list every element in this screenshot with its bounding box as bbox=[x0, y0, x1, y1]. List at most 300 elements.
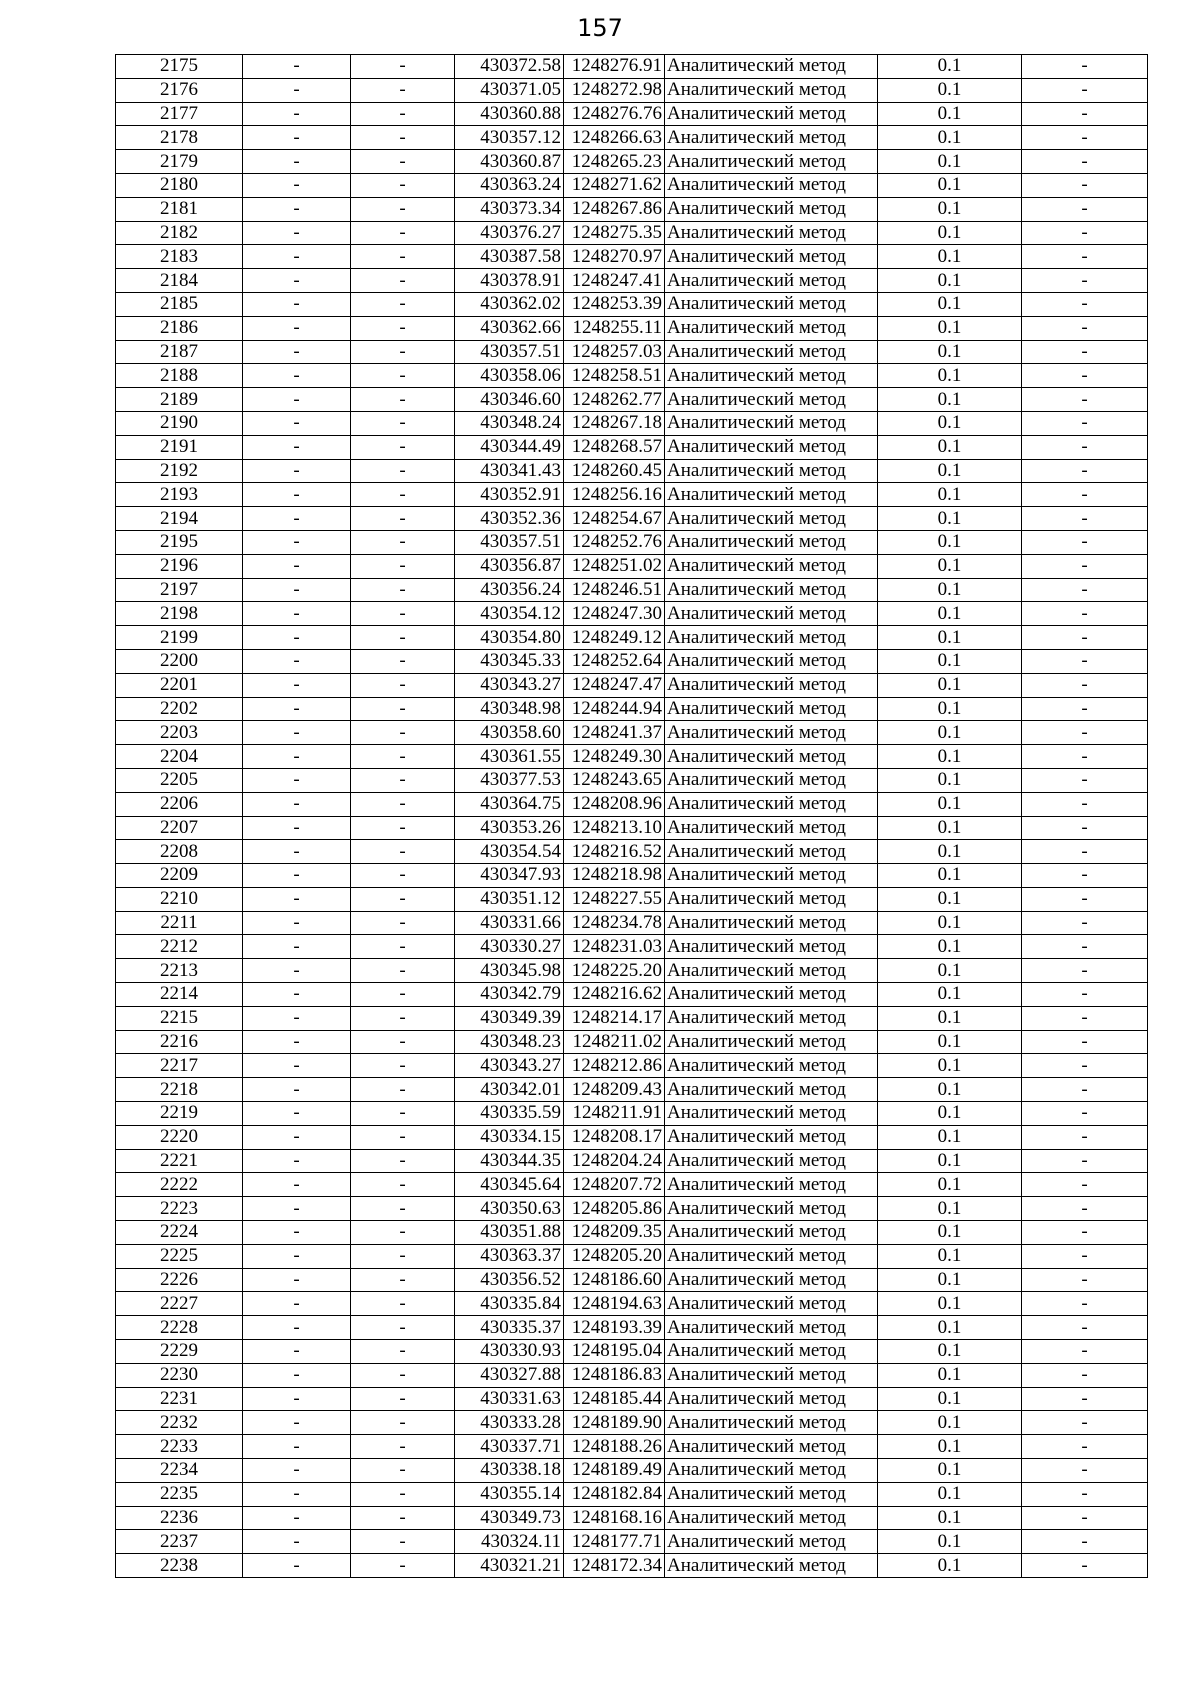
empty-value-cell: - bbox=[1022, 721, 1148, 745]
empty-value-cell: - bbox=[243, 1316, 351, 1340]
empty-value-cell: - bbox=[243, 1411, 351, 1435]
empty-value-cell: - bbox=[351, 1316, 455, 1340]
x-coordinate-cell: 430353.26 bbox=[455, 816, 564, 840]
empty-value-cell: - bbox=[351, 102, 455, 126]
point-number-cell: 2231 bbox=[116, 1387, 243, 1411]
point-number-cell: 2203 bbox=[116, 721, 243, 745]
y-coordinate-cell: 1248249.12 bbox=[564, 626, 665, 650]
point-number-cell: 2223 bbox=[116, 1197, 243, 1221]
accuracy-cell: 0.1 bbox=[878, 983, 1022, 1007]
empty-value-cell: - bbox=[243, 816, 351, 840]
accuracy-cell: 0.1 bbox=[878, 1078, 1022, 1102]
method-cell: Аналитический метод bbox=[665, 1268, 878, 1292]
table-row bbox=[116, 554, 1148, 578]
point-number-cell: 2188 bbox=[116, 364, 243, 388]
x-coordinate-cell: 430355.14 bbox=[455, 1482, 564, 1506]
method-cell: Аналитический метод bbox=[665, 864, 878, 888]
accuracy-cell: 0.1 bbox=[878, 745, 1022, 769]
page-number: 157 bbox=[577, 14, 623, 42]
empty-value-cell: - bbox=[351, 78, 455, 102]
empty-value-cell: - bbox=[243, 126, 351, 150]
table-row bbox=[116, 1054, 1148, 1078]
empty-value-cell: - bbox=[1022, 1506, 1148, 1530]
empty-value-cell: - bbox=[351, 959, 455, 983]
method-cell: Аналитический метод bbox=[665, 507, 878, 531]
y-coordinate-cell: 1248182.84 bbox=[564, 1482, 665, 1506]
table-row bbox=[116, 1411, 1148, 1435]
empty-value-cell: - bbox=[1022, 292, 1148, 316]
point-number-cell: 2197 bbox=[116, 578, 243, 602]
empty-value-cell: - bbox=[243, 1363, 351, 1387]
accuracy-cell: 0.1 bbox=[878, 602, 1022, 626]
y-coordinate-cell: 1248272.98 bbox=[564, 78, 665, 102]
empty-value-cell: - bbox=[1022, 840, 1148, 864]
empty-value-cell: - bbox=[351, 721, 455, 745]
x-coordinate-cell: 430324.11 bbox=[455, 1530, 564, 1554]
table-row bbox=[116, 102, 1148, 126]
empty-value-cell: - bbox=[243, 245, 351, 269]
empty-value-cell: - bbox=[243, 840, 351, 864]
table-row bbox=[116, 1030, 1148, 1054]
y-coordinate-cell: 1248189.90 bbox=[564, 1411, 665, 1435]
table-row bbox=[116, 1006, 1148, 1030]
x-coordinate-cell: 430349.73 bbox=[455, 1506, 564, 1530]
empty-value-cell: - bbox=[1022, 1459, 1148, 1483]
empty-value-cell: - bbox=[351, 1387, 455, 1411]
empty-value-cell: - bbox=[243, 1244, 351, 1268]
accuracy-cell: 0.1 bbox=[878, 1411, 1022, 1435]
point-number-cell: 2219 bbox=[116, 1102, 243, 1126]
empty-value-cell: - bbox=[1022, 316, 1148, 340]
empty-value-cell: - bbox=[1022, 197, 1148, 221]
method-cell: Аналитический метод bbox=[665, 602, 878, 626]
y-coordinate-cell: 1248262.77 bbox=[564, 388, 665, 412]
y-coordinate-cell: 1248207.72 bbox=[564, 1173, 665, 1197]
accuracy-cell: 0.1 bbox=[878, 1125, 1022, 1149]
empty-value-cell: - bbox=[351, 435, 455, 459]
empty-value-cell: - bbox=[1022, 1530, 1148, 1554]
point-number-cell: 2181 bbox=[116, 197, 243, 221]
point-number-cell: 2187 bbox=[116, 340, 243, 364]
table-row bbox=[116, 1482, 1148, 1506]
table-row bbox=[116, 816, 1148, 840]
y-coordinate-cell: 1248246.51 bbox=[564, 578, 665, 602]
accuracy-cell: 0.1 bbox=[878, 173, 1022, 197]
x-coordinate-cell: 430349.39 bbox=[455, 1006, 564, 1030]
empty-value-cell: - bbox=[1022, 507, 1148, 531]
x-coordinate-cell: 430330.93 bbox=[455, 1340, 564, 1364]
empty-value-cell: - bbox=[351, 745, 455, 769]
table-row bbox=[116, 887, 1148, 911]
empty-value-cell: - bbox=[351, 840, 455, 864]
accuracy-cell: 0.1 bbox=[878, 959, 1022, 983]
empty-value-cell: - bbox=[243, 1482, 351, 1506]
empty-value-cell: - bbox=[1022, 102, 1148, 126]
empty-value-cell: - bbox=[243, 1221, 351, 1245]
x-coordinate-cell: 430351.88 bbox=[455, 1221, 564, 1245]
method-cell: Аналитический метод bbox=[665, 1197, 878, 1221]
empty-value-cell: - bbox=[243, 388, 351, 412]
accuracy-cell: 0.1 bbox=[878, 126, 1022, 150]
y-coordinate-cell: 1248195.04 bbox=[564, 1340, 665, 1364]
empty-value-cell: - bbox=[351, 1244, 455, 1268]
y-coordinate-cell: 1248251.02 bbox=[564, 554, 665, 578]
empty-value-cell: - bbox=[351, 1054, 455, 1078]
empty-value-cell: - bbox=[243, 578, 351, 602]
point-number-cell: 2195 bbox=[116, 530, 243, 554]
empty-value-cell: - bbox=[243, 1459, 351, 1483]
empty-value-cell: - bbox=[1022, 1030, 1148, 1054]
method-cell: Аналитический метод bbox=[665, 173, 878, 197]
point-number-cell: 2204 bbox=[116, 745, 243, 769]
empty-value-cell: - bbox=[1022, 959, 1148, 983]
empty-value-cell: - bbox=[351, 887, 455, 911]
empty-value-cell: - bbox=[1022, 245, 1148, 269]
table-row bbox=[116, 1554, 1148, 1578]
method-cell: Аналитический метод bbox=[665, 364, 878, 388]
empty-value-cell: - bbox=[243, 1340, 351, 1364]
method-cell: Аналитический метод bbox=[665, 721, 878, 745]
empty-value-cell: - bbox=[351, 1268, 455, 1292]
empty-value-cell: - bbox=[243, 792, 351, 816]
x-coordinate-cell: 430344.35 bbox=[455, 1149, 564, 1173]
y-coordinate-cell: 1248204.24 bbox=[564, 1149, 665, 1173]
y-coordinate-cell: 1248172.34 bbox=[564, 1554, 665, 1578]
point-number-cell: 2236 bbox=[116, 1506, 243, 1530]
point-number-cell: 2179 bbox=[116, 150, 243, 174]
x-coordinate-cell: 430350.63 bbox=[455, 1197, 564, 1221]
method-cell: Аналитический метод bbox=[665, 269, 878, 293]
empty-value-cell: - bbox=[351, 340, 455, 364]
table-row bbox=[116, 1221, 1148, 1245]
empty-value-cell: - bbox=[243, 602, 351, 626]
y-coordinate-cell: 1248208.17 bbox=[564, 1125, 665, 1149]
y-coordinate-cell: 1248256.16 bbox=[564, 483, 665, 507]
empty-value-cell: - bbox=[351, 221, 455, 245]
empty-value-cell: - bbox=[243, 1268, 351, 1292]
empty-value-cell: - bbox=[1022, 578, 1148, 602]
point-number-cell: 2176 bbox=[116, 78, 243, 102]
point-number-cell: 2184 bbox=[116, 269, 243, 293]
method-cell: Аналитический метод bbox=[665, 1102, 878, 1126]
y-coordinate-cell: 1248214.17 bbox=[564, 1006, 665, 1030]
accuracy-cell: 0.1 bbox=[878, 1102, 1022, 1126]
empty-value-cell: - bbox=[351, 935, 455, 959]
empty-value-cell: - bbox=[243, 935, 351, 959]
method-cell: Аналитический метод bbox=[665, 530, 878, 554]
empty-value-cell: - bbox=[1022, 340, 1148, 364]
empty-value-cell: - bbox=[243, 1125, 351, 1149]
accuracy-cell: 0.1 bbox=[878, 78, 1022, 102]
method-cell: Аналитический метод bbox=[665, 1292, 878, 1316]
empty-value-cell: - bbox=[351, 1363, 455, 1387]
point-number-cell: 2182 bbox=[116, 221, 243, 245]
empty-value-cell: - bbox=[243, 745, 351, 769]
table-row bbox=[116, 388, 1148, 412]
empty-value-cell: - bbox=[351, 1340, 455, 1364]
method-cell: Аналитический метод bbox=[665, 411, 878, 435]
point-number-cell: 2221 bbox=[116, 1149, 243, 1173]
empty-value-cell: - bbox=[1022, 1149, 1148, 1173]
empty-value-cell: - bbox=[1022, 1006, 1148, 1030]
empty-value-cell: - bbox=[351, 911, 455, 935]
y-coordinate-cell: 1248225.20 bbox=[564, 959, 665, 983]
x-coordinate-cell: 430373.34 bbox=[455, 197, 564, 221]
table-row bbox=[116, 840, 1148, 864]
accuracy-cell: 0.1 bbox=[878, 578, 1022, 602]
accuracy-cell: 0.1 bbox=[878, 1244, 1022, 1268]
empty-value-cell: - bbox=[351, 507, 455, 531]
x-coordinate-cell: 430360.88 bbox=[455, 102, 564, 126]
point-number-cell: 2225 bbox=[116, 1244, 243, 1268]
y-coordinate-cell: 1248275.35 bbox=[564, 221, 665, 245]
y-coordinate-cell: 1248243.65 bbox=[564, 768, 665, 792]
point-number-cell: 2199 bbox=[116, 626, 243, 650]
empty-value-cell: - bbox=[351, 150, 455, 174]
table-row bbox=[116, 745, 1148, 769]
empty-value-cell: - bbox=[351, 1030, 455, 1054]
y-coordinate-cell: 1248213.10 bbox=[564, 816, 665, 840]
table-row bbox=[116, 1244, 1148, 1268]
method-cell: Аналитический метод bbox=[665, 1554, 878, 1578]
empty-value-cell: - bbox=[1022, 887, 1148, 911]
y-coordinate-cell: 1248185.44 bbox=[564, 1387, 665, 1411]
method-cell: Аналитический метод bbox=[665, 578, 878, 602]
table-row bbox=[116, 1363, 1148, 1387]
y-coordinate-cell: 1248241.37 bbox=[564, 721, 665, 745]
x-coordinate-cell: 430321.21 bbox=[455, 1554, 564, 1578]
empty-value-cell: - bbox=[351, 554, 455, 578]
table-row bbox=[116, 768, 1148, 792]
empty-value-cell: - bbox=[243, 340, 351, 364]
empty-value-cell: - bbox=[351, 792, 455, 816]
x-coordinate-cell: 430356.87 bbox=[455, 554, 564, 578]
point-number-cell: 2218 bbox=[116, 1078, 243, 1102]
empty-value-cell: - bbox=[351, 364, 455, 388]
x-coordinate-cell: 430356.52 bbox=[455, 1268, 564, 1292]
empty-value-cell: - bbox=[1022, 1387, 1148, 1411]
method-cell: Аналитический метод bbox=[665, 1435, 878, 1459]
method-cell: Аналитический метод bbox=[665, 983, 878, 1007]
y-coordinate-cell: 1248247.41 bbox=[564, 269, 665, 293]
method-cell: Аналитический метод bbox=[665, 316, 878, 340]
method-cell: Аналитический метод bbox=[665, 245, 878, 269]
x-coordinate-cell: 430343.27 bbox=[455, 673, 564, 697]
x-coordinate-cell: 430342.01 bbox=[455, 1078, 564, 1102]
y-coordinate-cell: 1248253.39 bbox=[564, 292, 665, 316]
empty-value-cell: - bbox=[243, 221, 351, 245]
empty-value-cell: - bbox=[351, 245, 455, 269]
table-row bbox=[116, 1459, 1148, 1483]
point-number-cell: 2183 bbox=[116, 245, 243, 269]
accuracy-cell: 0.1 bbox=[878, 1197, 1022, 1221]
empty-value-cell: - bbox=[243, 864, 351, 888]
empty-value-cell: - bbox=[351, 1435, 455, 1459]
empty-value-cell: - bbox=[1022, 126, 1148, 150]
accuracy-cell: 0.1 bbox=[878, 483, 1022, 507]
y-coordinate-cell: 1248266.63 bbox=[564, 126, 665, 150]
accuracy-cell: 0.1 bbox=[878, 411, 1022, 435]
empty-value-cell: - bbox=[351, 768, 455, 792]
point-number-cell: 2201 bbox=[116, 673, 243, 697]
accuracy-cell: 0.1 bbox=[878, 388, 1022, 412]
method-cell: Аналитический метод bbox=[665, 126, 878, 150]
method-cell: Аналитический метод bbox=[665, 150, 878, 174]
method-cell: Аналитический метод bbox=[665, 1006, 878, 1030]
empty-value-cell: - bbox=[351, 649, 455, 673]
empty-value-cell: - bbox=[1022, 1411, 1148, 1435]
accuracy-cell: 0.1 bbox=[878, 221, 1022, 245]
empty-value-cell: - bbox=[351, 1459, 455, 1483]
point-number-cell: 2198 bbox=[116, 602, 243, 626]
empty-value-cell: - bbox=[351, 602, 455, 626]
empty-value-cell: - bbox=[243, 1387, 351, 1411]
table-row bbox=[116, 435, 1148, 459]
empty-value-cell: - bbox=[1022, 1078, 1148, 1102]
table-row bbox=[116, 507, 1148, 531]
method-cell: Аналитический метод bbox=[665, 792, 878, 816]
accuracy-cell: 0.1 bbox=[878, 1363, 1022, 1387]
table-row bbox=[116, 483, 1148, 507]
accuracy-cell: 0.1 bbox=[878, 1054, 1022, 1078]
accuracy-cell: 0.1 bbox=[878, 530, 1022, 554]
method-cell: Аналитический метод bbox=[665, 78, 878, 102]
y-coordinate-cell: 1248177.71 bbox=[564, 1530, 665, 1554]
point-number-cell: 2233 bbox=[116, 1435, 243, 1459]
empty-value-cell: - bbox=[1022, 1244, 1148, 1268]
table-row bbox=[116, 864, 1148, 888]
x-coordinate-cell: 430378.91 bbox=[455, 269, 564, 293]
accuracy-cell: 0.1 bbox=[878, 840, 1022, 864]
y-coordinate-cell: 1248276.76 bbox=[564, 102, 665, 126]
empty-value-cell: - bbox=[243, 1435, 351, 1459]
point-number-cell: 2226 bbox=[116, 1268, 243, 1292]
x-coordinate-cell: 430330.27 bbox=[455, 935, 564, 959]
table-row bbox=[116, 530, 1148, 554]
empty-value-cell: - bbox=[243, 1292, 351, 1316]
method-cell: Аналитический метод bbox=[665, 1030, 878, 1054]
empty-value-cell: - bbox=[1022, 626, 1148, 650]
accuracy-cell: 0.1 bbox=[878, 1149, 1022, 1173]
accuracy-cell: 0.1 bbox=[878, 1554, 1022, 1578]
table-row bbox=[116, 245, 1148, 269]
point-number-cell: 2210 bbox=[116, 887, 243, 911]
accuracy-cell: 0.1 bbox=[878, 507, 1022, 531]
empty-value-cell: - bbox=[351, 55, 455, 79]
accuracy-cell: 0.1 bbox=[878, 340, 1022, 364]
y-coordinate-cell: 1248258.51 bbox=[564, 364, 665, 388]
method-cell: Аналитический метод bbox=[665, 1459, 878, 1483]
empty-value-cell: - bbox=[243, 768, 351, 792]
accuracy-cell: 0.1 bbox=[878, 1459, 1022, 1483]
accuracy-cell: 0.1 bbox=[878, 911, 1022, 935]
x-coordinate-cell: 430377.53 bbox=[455, 768, 564, 792]
empty-value-cell: - bbox=[1022, 459, 1148, 483]
empty-value-cell: - bbox=[351, 1102, 455, 1126]
accuracy-cell: 0.1 bbox=[878, 768, 1022, 792]
y-coordinate-cell: 1248247.47 bbox=[564, 673, 665, 697]
method-cell: Аналитический метод bbox=[665, 1411, 878, 1435]
empty-value-cell: - bbox=[1022, 602, 1148, 626]
empty-value-cell: - bbox=[351, 292, 455, 316]
y-coordinate-cell: 1248186.60 bbox=[564, 1268, 665, 1292]
x-coordinate-cell: 430363.24 bbox=[455, 173, 564, 197]
accuracy-cell: 0.1 bbox=[878, 435, 1022, 459]
empty-value-cell: - bbox=[243, 459, 351, 483]
accuracy-cell: 0.1 bbox=[878, 1340, 1022, 1364]
method-cell: Аналитический метод bbox=[665, 1316, 878, 1340]
point-number-cell: 2202 bbox=[116, 697, 243, 721]
point-number-cell: 2224 bbox=[116, 1221, 243, 1245]
empty-value-cell: - bbox=[243, 530, 351, 554]
table-row bbox=[116, 269, 1148, 293]
accuracy-cell: 0.1 bbox=[878, 864, 1022, 888]
point-number-cell: 2220 bbox=[116, 1125, 243, 1149]
point-number-cell: 2178 bbox=[116, 126, 243, 150]
empty-value-cell: - bbox=[243, 1006, 351, 1030]
empty-value-cell: - bbox=[1022, 388, 1148, 412]
empty-value-cell: - bbox=[351, 578, 455, 602]
method-cell: Аналитический метод bbox=[665, 887, 878, 911]
method-cell: Аналитический метод bbox=[665, 435, 878, 459]
y-coordinate-cell: 1248186.83 bbox=[564, 1363, 665, 1387]
accuracy-cell: 0.1 bbox=[878, 626, 1022, 650]
method-cell: Аналитический метод bbox=[665, 554, 878, 578]
empty-value-cell: - bbox=[243, 78, 351, 102]
empty-value-cell: - bbox=[243, 269, 351, 293]
method-cell: Аналитический метод bbox=[665, 388, 878, 412]
empty-value-cell: - bbox=[1022, 221, 1148, 245]
accuracy-cell: 0.1 bbox=[878, 1482, 1022, 1506]
y-coordinate-cell: 1248254.67 bbox=[564, 507, 665, 531]
method-cell: Аналитический метод bbox=[665, 1340, 878, 1364]
method-cell: Аналитический метод bbox=[665, 649, 878, 673]
empty-value-cell: - bbox=[1022, 411, 1148, 435]
empty-value-cell: - bbox=[1022, 1482, 1148, 1506]
x-coordinate-cell: 430343.27 bbox=[455, 1054, 564, 1078]
table-row bbox=[116, 1435, 1148, 1459]
y-coordinate-cell: 1248270.97 bbox=[564, 245, 665, 269]
empty-value-cell: - bbox=[351, 864, 455, 888]
x-coordinate-cell: 430335.59 bbox=[455, 1102, 564, 1126]
x-coordinate-cell: 430361.55 bbox=[455, 745, 564, 769]
table-row bbox=[116, 697, 1148, 721]
empty-value-cell: - bbox=[351, 1411, 455, 1435]
y-coordinate-cell: 1248265.23 bbox=[564, 150, 665, 174]
y-coordinate-cell: 1248276.91 bbox=[564, 55, 665, 79]
empty-value-cell: - bbox=[1022, 1102, 1148, 1126]
accuracy-cell: 0.1 bbox=[878, 1292, 1022, 1316]
accuracy-cell: 0.1 bbox=[878, 197, 1022, 221]
point-number-cell: 2177 bbox=[116, 102, 243, 126]
empty-value-cell: - bbox=[243, 1554, 351, 1578]
method-cell: Аналитический метод bbox=[665, 626, 878, 650]
empty-value-cell: - bbox=[243, 507, 351, 531]
empty-value-cell: - bbox=[1022, 673, 1148, 697]
table-row bbox=[116, 292, 1148, 316]
empty-value-cell: - bbox=[1022, 1197, 1148, 1221]
table-row bbox=[116, 1316, 1148, 1340]
empty-value-cell: - bbox=[243, 1078, 351, 1102]
y-coordinate-cell: 1248249.30 bbox=[564, 745, 665, 769]
x-coordinate-cell: 430345.98 bbox=[455, 959, 564, 983]
point-number-cell: 2234 bbox=[116, 1459, 243, 1483]
point-number-cell: 2186 bbox=[116, 316, 243, 340]
x-coordinate-cell: 430348.98 bbox=[455, 697, 564, 721]
y-coordinate-cell: 1248209.43 bbox=[564, 1078, 665, 1102]
x-coordinate-cell: 430354.12 bbox=[455, 602, 564, 626]
y-coordinate-cell: 1248227.55 bbox=[564, 887, 665, 911]
